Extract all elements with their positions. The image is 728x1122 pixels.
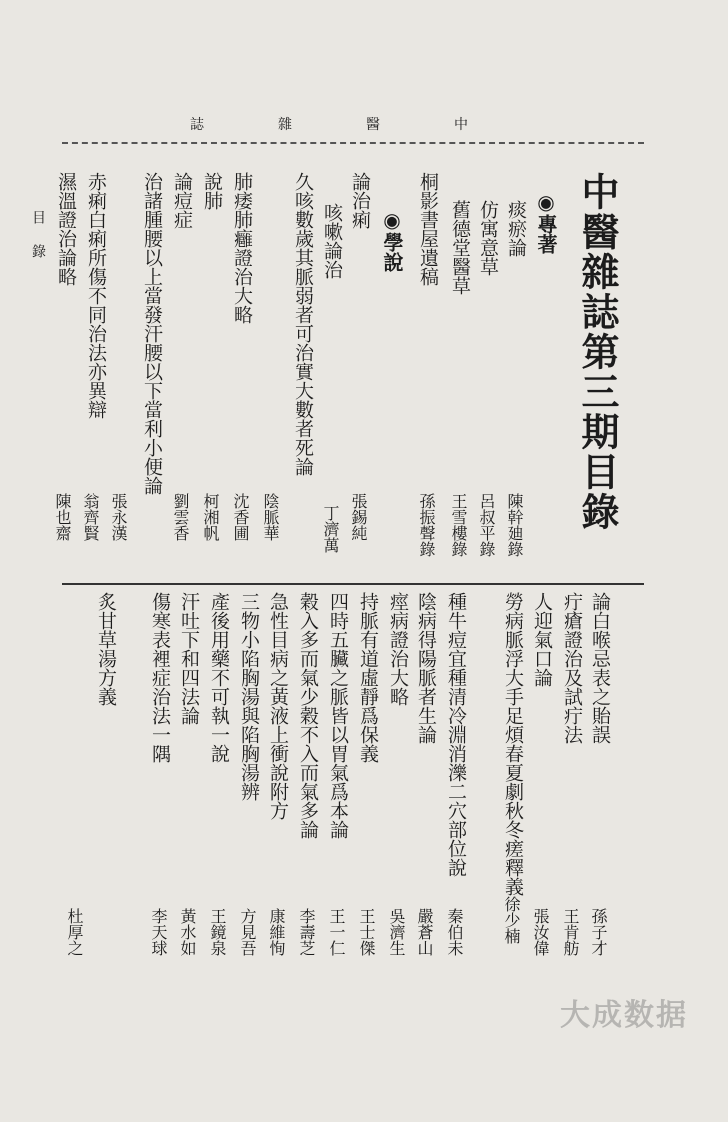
toc-entry-author: 王雪樓錄 <box>449 493 468 557</box>
toc-entry-author: 王肯舫 <box>561 908 580 956</box>
toc-entry-author: 呂叔平錄 <box>477 493 496 557</box>
toc-entry-title: 論白喉忌表之貽誤 <box>589 592 611 744</box>
toc-entry-author: 黃水如 <box>178 908 197 956</box>
page-title: 中醫雜誌第三期目錄 <box>575 172 620 532</box>
toc-entry-title: 汗吐下和四法論 <box>178 592 200 725</box>
toc-entry-author: 吳濟生 <box>387 908 406 956</box>
toc-entry-title: 種牛痘宜種清冷淵消濼二穴部位說 <box>445 592 467 877</box>
toc-entry-title: 治諸腫腰以上當發汗腰以下當利小便論 <box>141 172 163 495</box>
section-heading-xueshuo: ◉學說 <box>380 208 404 272</box>
header-char-3: 雜 <box>278 117 294 133</box>
toc-entry-author: 沈香圃 <box>231 493 250 541</box>
toc-entry-title: 三物小陷胸湯與陷胸湯辨 <box>238 592 260 801</box>
toc-entry-author: 杜厚之 <box>65 908 84 956</box>
toc-entry-author: 張汝偉 <box>531 908 550 956</box>
header-char-1: 中 <box>454 117 470 133</box>
toc-entry-author: 陰脈華 <box>261 493 280 541</box>
toc-entry-title: 產後用藥不可執一說 <box>208 592 230 763</box>
toc-entry-author: 張錫純 <box>349 493 368 541</box>
toc-entry-author: 陳幹廸錄 <box>505 493 524 557</box>
section-heading-zhuanzhu: ◉專著 <box>534 190 558 254</box>
toc-entry-title: 痰瘀論 <box>505 200 527 257</box>
toc-entry-title: 持脈有道虛靜爲保義 <box>357 592 379 763</box>
toc-entry-author: 丁濟萬 <box>321 505 340 553</box>
section-divider <box>62 583 644 585</box>
toc-entry-title: 桐影書屋遺稿 <box>417 172 439 286</box>
toc-entry-title: 仿寓意草 <box>477 200 499 276</box>
toc-entry-title: 陰病得陽脈者生論 <box>415 592 437 744</box>
toc-entry-title: 論痘症 <box>171 172 193 229</box>
toc-entry-title: 傷寒表裡症治法一隅 <box>149 592 171 763</box>
toc-entry-title: 赤痢白痢所傷不同治法亦異辯 <box>85 172 107 419</box>
toc-entry-author: 陳也齋 <box>53 493 72 541</box>
toc-entry-author: 劉雲香 <box>171 493 190 541</box>
toc-entry-author: 王一仁 <box>327 908 346 956</box>
toc-entry-author: 王鏡泉 <box>208 908 227 956</box>
toc-entry-title: 人迎氣口論 <box>531 592 553 687</box>
toc-entry-title: 炙甘草湯方義 <box>95 592 117 706</box>
toc-entry-author: 王士傑 <box>357 908 376 956</box>
header-char-2: 醫 <box>366 117 382 133</box>
toc-entry-author: 張永漢 <box>109 493 128 541</box>
running-header <box>190 112 470 136</box>
header-char-4: 誌 <box>190 117 206 133</box>
toc-entry-author: 徐少楠 <box>502 896 521 944</box>
watermark-logo: 大成数据 <box>560 998 688 1033</box>
header-rule <box>62 142 644 144</box>
toc-entry-author: 柯湘帆 <box>201 493 220 541</box>
toc-entry-author: 秦伯未 <box>445 908 464 956</box>
toc-entry-title: 久咳數歲其脈弱者可治實大數者死論 <box>292 172 314 476</box>
toc-entry-title: 咳嗽論治 <box>321 203 343 279</box>
toc-entry-author: 方見吾 <box>238 908 257 956</box>
toc-entry-author: 李壽芝 <box>297 908 316 956</box>
toc-entry-title: 勞病脈浮大手足煩春夏劇秋冬瘥釋義 <box>502 592 524 896</box>
toc-entry-author: 孫子才 <box>589 908 608 956</box>
toc-entry-title: 四時五臟之脈皆以胃氣爲本論 <box>327 592 349 839</box>
toc-entry-title: 濕溫證治論略 <box>55 172 77 286</box>
toc-entry-title: 舊德堂醫草 <box>449 200 471 295</box>
toc-entry-author: 孫振聲錄 <box>417 493 436 557</box>
toc-entry-title: 急性目病之黃液上衝說附方 <box>267 592 289 820</box>
toc-entry-author: 嚴蒼山 <box>415 908 434 956</box>
toc-entry-title: 穀入多而氣少穀不入而氣多論 <box>297 592 319 839</box>
toc-entry-author: 康維恂 <box>267 908 286 956</box>
toc-entry-title: 肺痿肺癰證治大略 <box>231 172 253 324</box>
toc-entry-author: 翁齊賢 <box>81 493 100 541</box>
toc-entry-title: 痙病證治大略 <box>387 592 409 706</box>
toc-entry-author: 李天球 <box>149 908 168 956</box>
toc-entry-title: 說肺 <box>201 172 223 210</box>
margin-label: 目錄 <box>30 210 46 278</box>
toc-entry-title: 論治痢 <box>349 172 371 229</box>
toc-entry-title: 疔瘡證治及試疔法 <box>561 592 583 744</box>
